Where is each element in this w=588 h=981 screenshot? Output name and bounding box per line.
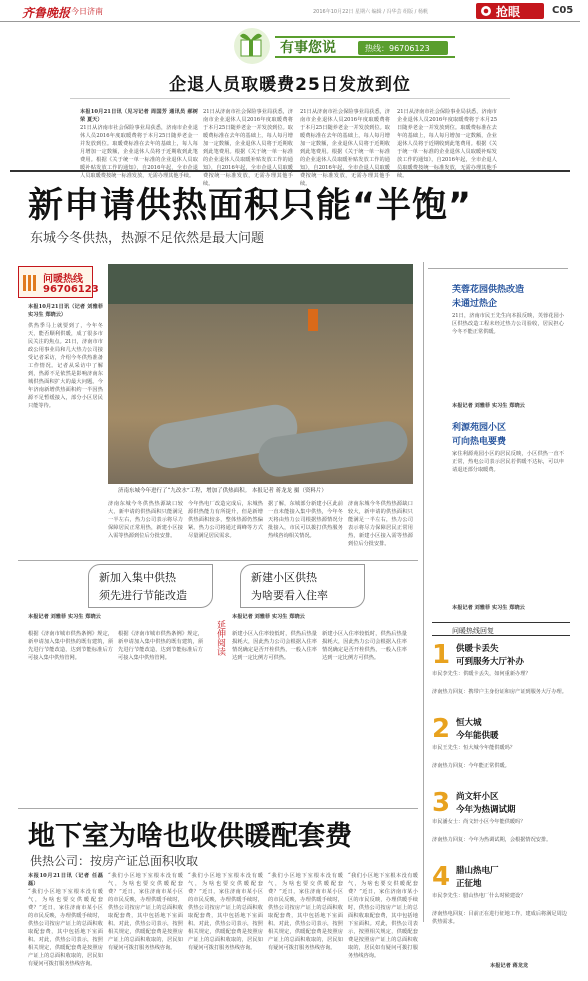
bottom-col2: “我们小区地下室根本没有暖气，为啥也要交供暖配套费？”近日，家住济南市某小区的市民反映，办理供暖手续时，供热公司按房产证上的总面积收取配套费，其中包括地下室面积。对此，供热公司表示，按照相关规定，供暖配套费是按照房产证上的总面积收取的，居民如有疑问可拨打服务热线咨询。 [108, 873, 183, 951]
story2-text: 家住利源苑园小区的居民反映，小区供热一直不正常，热电公司表示居民若供暖不达标，可以申请退还部分取暖费。 [452, 451, 564, 473]
box2-title1: 新建小区供热 [251, 571, 317, 584]
story1-text: 21日，济南市民王先生向本报反映，芙蓉花园小区供热改造工程未经过热力公司验收，居民担心今冬不能正常供暖。 [452, 313, 564, 335]
lead-title-quote: “半饱” [352, 186, 473, 226]
eye-icon [480, 5, 492, 17]
bottom-byline: 本报10月21日讯（记者 任磊磊） [28, 873, 103, 887]
photo-caption: 济南东城今年进行了“九改水”工程，增加了供热面积。 本报记者 蒋龙龙 摄（资料片） [118, 488, 327, 494]
column-banner [0, 22, 580, 68]
top-story-title: 企退人员取暖费25日发放到位 [169, 75, 411, 95]
qa-answer: 济南热力回复：今年为热调试期，会根据情况安排。 [432, 837, 552, 843]
top-story-col3: 21日从济南市社会保险事业局获悉，济南市企业退休人员2016年度取暖费将于本月25日随养老金一并发放到位。取暖费标准在去年的基础上，每人每月增加一定数额，企业退休人员将于近期收到此笔费用。根据《关于统一单一标准的企业退休人员取暖补贴发放工作的通知》，自2016年起，全市企退人员取暖费按统一标准发放，无需办理其他手续。 [300, 109, 390, 187]
qa-title2: 可到服务大厅补办 [456, 657, 525, 667]
lead-col5: 济南东城今冬供热热源缺口较大，新申请的供热面积只能满足一半左右，热力公司表示将尽力保障居民正常用热，新建小区接入需等热源到位后分批安排。 [348, 501, 413, 547]
qa-item [432, 714, 570, 784]
radiator-icon [22, 273, 38, 293]
qa-question: 市民李先生：腊山热电厂什么时候建设？ [432, 893, 526, 899]
box1-title2: 须先进行节能改造 [99, 589, 187, 602]
bottom-col1: “我们小区地下室根本没有暖气，为啥也要交供暖配套费？”近日，家住济南市某小区的市民反映，办理供暖手续时，供热公司按房产证上的总面积收取配套费，其中包括地下室面积。对此，供热公司表示，按照相关规定，供暖配套费是按照房产证上的总面积收取的，居民如有疑问可拨打服务热线咨询。 [28, 889, 103, 967]
qa-item [432, 788, 570, 858]
related-box-2 [240, 564, 365, 608]
box2-col1: 新建小区入住率较低时，供热后热量损耗大，因此热力公司会根据入住率情况确定是否开栓供热，一般入住率达到一定比例方可供热。 [232, 631, 317, 661]
story2-byline: 本报记者 刘雅菲 实习生 郑晓云 [452, 605, 525, 611]
lead-col1: 供热季马上就要到了，今年冬天，能否顺利供暖，成了很多市民关注的焦点。21日，济南市市政公用事业局和几大热力公司接受记者采访，介绍今冬供热准备工作情况。记者从采访中了解到，热源不足依然是影响济南东城供热面积扩大的最大问题。今年济南新增供热面积约一半因热源不足暂缓接入，部分小区居民只能等待。 [28, 323, 103, 409]
bottom-col4: “我们小区地下室根本没有暖气，为啥也要交供暖配套费？”近日，家住济南市某小区的市民反映，办理供暖手续时，供热公司按房产证上的总面积收取配套费，其中包括地下室面积。对此，供热公司表示，按照相关规定，供暖配套费是按照房产证上的总面积收取的，居民如有疑问可拨打服务热线咨询。 [268, 873, 343, 951]
qa-number: 3 [432, 788, 451, 818]
right-rule [428, 268, 568, 269]
section-rule [10, 170, 570, 172]
top-story-col2: 21日从济南市社会保险事业局获悉，济南市企业退休人员2016年度取暖费将于本月25日随养老金一并发放到位。取暖费标准在去年的基础上，每人每月增加一定数额，企业退休人员将于近期收到此笔费用。根据《关于统一单一标准的企业退休人员取暖补贴发放工作的通知》，自2016年起，全市企退人员取暖费按统一标准发放，无需办理其他手续。 [203, 109, 293, 187]
qa-title2: 正征地 [456, 879, 482, 889]
qa-number: 2 [432, 714, 451, 744]
qa-number: 1 [432, 640, 451, 670]
section-name: 今日济南 [71, 7, 103, 16]
bottom-col3: “我们小区地下室根本没有暖气，为啥也要交供暖配套费？”近日，家住济南市某小区的市民反映，办理供暖手续时，供热公司按房产证上的总面积收取配套费，其中包括地下室面积。对此，供热公司表示，按照相关规定，供暖配套费是按照房产证上的总面积收取的，居民如有疑问可拨打服务热线咨询。 [188, 873, 263, 951]
lead-headline [28, 178, 588, 228]
qa-title2: 今年能供暖 [456, 731, 499, 741]
box1-col2: 根据《济南市城市供热条例》规定，新申请加入集中供热的既有建筑，须先进行节能改造，达到节能标准后方可接入集中供热管网。 [118, 631, 203, 661]
box2-col2: 新建小区入住率较低时，供热后热量损耗大，因此热力公司会根据入住率情况确定是否开栓供热，一般入住率达到一定比例方可供热。 [322, 631, 407, 661]
vertical-label: 延伸阅读 [215, 620, 225, 656]
bottom-col5: “我们小区地下室根本没有暖气，为啥也要交供暖配套费？”近日，家住济南市某小区的市民反映，办理供暖手续时，供热公司按房产证上的总面积收取配套费，其中包括地下室面积。对此，供热公司表示，按照相关规定，供暖配套费是按照房产证上的总面积收取的，居民如有疑问可拨打服务热线咨询。 [348, 873, 418, 959]
qa-question: 市民潘女士：尚文轩小区今年能供暖吗？ [432, 819, 526, 825]
divider [70, 98, 510, 99]
qa-answer: 济南热电回复：目前正在进行征地工作，建成后将满足周边供热需求。 [432, 911, 567, 925]
top-story-col4: 21日从济南市社会保险事业局获悉，济南市企业退休人员2016年度取暖费将于本月25日随养老金一并发放到位。取暖费标准在去年的基础上，每人每月增加一定数额，企业退休人员将于近期收到此笔费用。根据《关于统一单一标准的企业退休人员取暖补贴发放工作的通知》，自2016年起，全市企退人员取暖费按统一标准发放，无需办理其他手续。 [397, 109, 497, 179]
page-number: C05 [552, 5, 574, 16]
qa-item [432, 862, 570, 962]
tag-badge [476, 3, 544, 19]
hotline-label: 问暖热线 [43, 274, 83, 285]
box2-byline: 本报记者 刘雅菲 实习生 郑晓云 [232, 614, 305, 620]
lead-col4: 据了解，东城部分新建小区此前一直未能接入集中供热，今年冬天将由热力公司根据热源情况分批接入，市民可以拨打供热服务热线咨询相关情况。 [268, 501, 343, 539]
box-rule [18, 560, 418, 561]
box1-col1: 根据《济南市城市供热条例》规定，新申请加入集中供热的既有建筑，须先进行节能改造，达到节能标准后方可接入集中供热管网。 [28, 631, 113, 661]
qa-answer: 济南热力回复：今年能正常供暖。 [432, 763, 510, 769]
box1-title1: 新加入集中供热 [99, 571, 176, 584]
hotline-pill [358, 41, 448, 55]
story1-title2: 未通过热企 [452, 299, 498, 309]
newspaper-logo: 齐鲁晚报 [22, 6, 71, 20]
box1-byline: 本报记者 刘雅菲 实习生 郑晓云 [28, 614, 101, 620]
hotline-badge [18, 266, 99, 298]
qa-title2: 今年为热调试期 [456, 805, 516, 815]
story1-byline: 本报记者 刘雅菲 实习生 郑晓云 [452, 403, 525, 409]
gift-illustration-icon [226, 24, 278, 66]
list-header-label: 问暖热线回复 [452, 627, 494, 635]
qa-title1: 供暖卡丢失 [456, 644, 499, 654]
qa-title1: 腊山热电厂 [456, 866, 499, 876]
story2-title1: 利源苑园小区 [452, 423, 507, 433]
lead-byline: 本报10月21日讯（记者 刘雅菲 实习生 郑晓云） [28, 304, 103, 318]
qa-number: 4 [432, 862, 451, 892]
tag-label: 抢眼 [496, 5, 521, 19]
news-photo [108, 264, 413, 484]
lead-col3: 今年热电厂改造完成后，东城热源供热能力有所提升，但是新增供热面积较多，整体热源仍然偏紧。热力公司将通过调峰等方式尽量满足居民需求。 [188, 501, 263, 539]
photo-trees [108, 264, 413, 304]
banner-title: 有事您说 [280, 40, 336, 56]
bottom-right-byline: 本报记者 蒋龙龙 [490, 963, 529, 969]
qa-question: 市民李先生：供暖卡丢失，如何重新办理？ [432, 671, 531, 677]
lead-subtitle: 东城今冬供热，热源不足依然是最大问题 [30, 231, 265, 246]
issue-info: 2016年10月22日 星期六 编辑 / 冯华芸 组版 / 杨帆 [313, 9, 428, 15]
qa-title1: 恒大城 [456, 718, 482, 728]
top-story-byline: 本报10月21日讯（见习记者 周国芳 通讯员 郝树荣 夏天） [80, 109, 198, 123]
box2-title2: 为啥要看入住率 [251, 589, 328, 602]
banner-hotline: 热线：96706123 [365, 44, 430, 53]
bottom-subtitle: 供热公司：按房产证总面积收取 [30, 854, 199, 868]
list-header [432, 622, 570, 636]
lead-col2: 济南东城今冬供热热源缺口较大，新申请的供热面积只能满足一半左右，热力公司表示将尽力保障居民正常用热，新建小区接入需等热源到位后分批安排。 [108, 501, 183, 539]
photo-worker [308, 309, 318, 331]
bottom-rule [18, 808, 418, 809]
qa-question: 市民王先生：恒大城今年能供暖吗？ [432, 745, 516, 751]
related-box-1 [88, 564, 213, 608]
masthead [0, 0, 580, 22]
qa-answer: 济南热力回复：携带户主身份证和房产证到服务大厅办理。 [432, 689, 567, 695]
qa-title1: 尚文轩小区 [456, 792, 499, 802]
bottom-headline: 地下室为啥也收供暖配套费 [28, 821, 352, 852]
qa-item [432, 640, 570, 710]
story1-title1: 芙蓉花园供热改造 [452, 285, 525, 295]
story2-title2: 可向热电要费 [452, 437, 507, 447]
lead-title-main: 新申请供热面积只能 [28, 186, 353, 226]
top-story-col1: 21日从济南市社会保险事业局获悉，济南市企业退休人员2016年度取暖费将于本月25日随养老金一并发放到位。取暖费标准在去年的基础上，每人每月增加一定数额，企业退休人员将于近期收到此笔费用。根据《关于统一单一标准的企业退休人员取暖补贴发放工作的通知》，自2016年起，全市企退人员取暖费按统一标准发放，无需办理其他手续。 [80, 125, 198, 179]
hotline-number: 96706123 [43, 284, 99, 295]
